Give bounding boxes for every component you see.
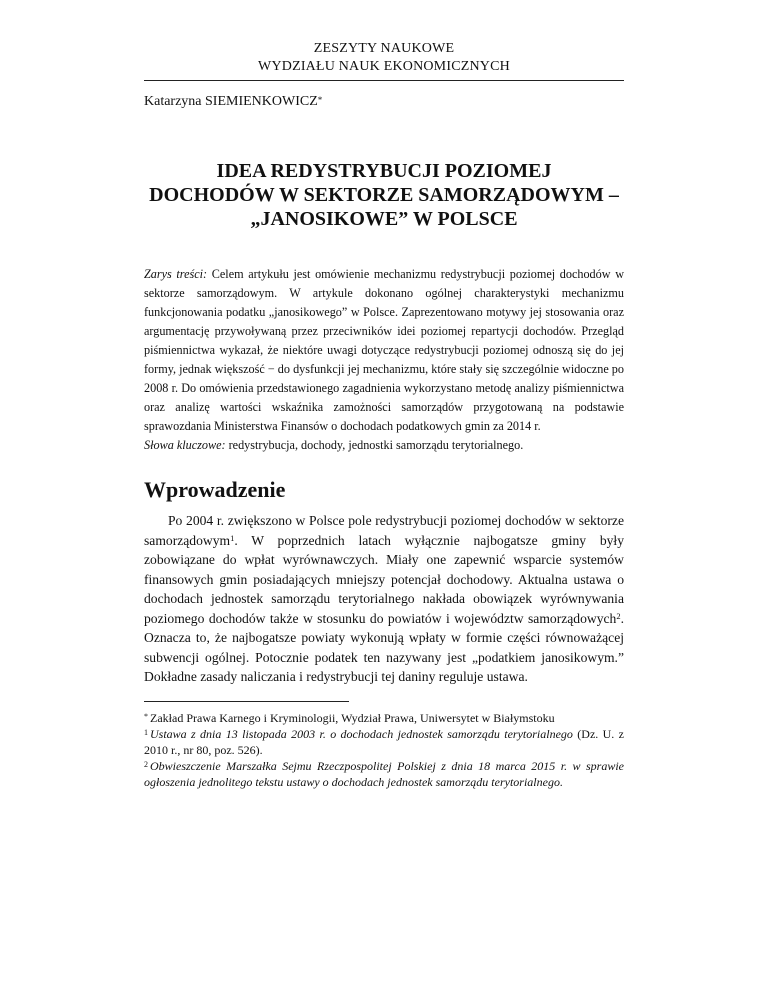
author-line [144,93,624,111]
author-name: Katarzyna SIEMIENKOWICZ [144,94,318,109]
footnote-italic-text: Ustawa z dnia 13 listopada 2003 r. o dochodach jednostek samorządu terytorialnego [150,726,573,741]
keywords-text: redystrybucja, dochody, jednostki samorządu terytorialnego. [228,438,524,452]
section-heading: Wprowadzenie [144,477,286,502]
author-footnote-mark: * [317,95,323,105]
footnote-1 [144,726,624,758]
abstract-paragraph [144,265,624,436]
title-line-2: DOCHODÓW W SEKTORZE SAMORZĄDOWYM – [149,184,619,206]
title-line-1: IDEA REDYSTRYBUCJI POZIOMEJ [216,160,552,182]
footnote-text: Zakład Prawa Karnego i Kryminologii, Wydział Prawa, Uniwersytet w Białymstoku [150,710,555,725]
journal-name: ZESZYTY NAUKOWE [313,41,455,56]
faculty-name: WYDZIAŁU NAUK EKONOMICZNYCH [258,59,510,74]
footnote-mark: 1 [144,727,148,737]
keywords-paragraph [144,436,624,455]
abstract-text: Celem artykułu jest omówienie mechanizmu redystrybucji poziomej dochodów w sektorze samorządowym. W artykule dokonano ogólnej charakterystyki mechanizmu funkcjonowania podatku „janosikowego” w Polsce. Zaprezentowano motywy jej stosowania oraz argumentację przywoływaną przez przeciwników idei poziomej repartycji dochodów. Przegląd piśmiennictwa wykazał, że niektóre uwagi dotyczące redystrybucji poziomej odnoszą się do jej formy, jednak większość − do dysfunkcji jej mechanizmu, które stały się szczególnie widoczne po 2008 r. Do omówienia przedstawionego zagadnienia wykorzystano metodę analizy piśmiennictwa oraz analizę wartości wskaźnika zamożności samorządów przygotowaną na podstawie sprawozdania Ministerstwa Finansów o dochodach podatkowych gmin za 2014 r. [144,267,624,433]
intro-text-part-2: . W poprzednich latach wyłącznie najbogatsze gminy były zobowiązane do wpłat wyrównawczych. Miały one zapewnić wsparcie systemów finansowych gmin posiadających mniejszy potencjał dochodowy. Aktualna ustawa o dochodach jednostek samorządu terytorialnego nakłada obowiązek wyrównywania poziomego dochodów także w stosunku do powiatów i województw samorządowych [144,532,624,626]
footnote-2 [144,758,624,790]
paper-page [144,0,624,790]
keywords-label: Słowa kluczowe: [144,438,226,452]
intro-text-part-3: . Oznacza to, że najbogatsze powiaty wykonują wpłaty w formie części równoważącej subwencji ogólnej. Potocznie podatek ten nazywany jest „podatkiem janosikowym.” Dokładne zasady naliczania i redystrybucji tej daniny reguluje ustawa. [144,610,624,684]
footnote-text: (Dz. U. z 2010 r., nr 80, poz. 526). [144,726,624,757]
header-rule [144,80,624,81]
footnote-rule [144,701,349,702]
footnote-mark: * [144,711,148,721]
title-line-3: „JANOSIKOWE” W POLSCE [250,208,518,230]
introduction-paragraph [144,511,624,687]
article-title [144,159,624,231]
footnote-author [144,710,624,726]
footnote-mark: 2 [144,759,148,769]
abstract [144,265,624,455]
abstract-label: Zarys treści: [144,267,208,281]
footnote-ref-1[interactable]: 1 [230,532,235,543]
footnotes [144,710,624,790]
intro-text-part-1: Po 2004 r. zwiększono w Polsce pole redystrybucji poziomej dochodów w sektorze samorządowym [144,513,624,548]
journal-header [144,40,624,76]
footnote-italic-text: Obwieszczenie Marszałka Sejmu Rzeczpospolitej Polskiej z dnia 18 marca 2015 r. w sprawie ogłoszenia jednolitego tekstu ustawy o dochodach jednostek samorządu terytorialnego. [144,758,624,789]
footnote-ref-2[interactable]: 2 [616,610,621,621]
